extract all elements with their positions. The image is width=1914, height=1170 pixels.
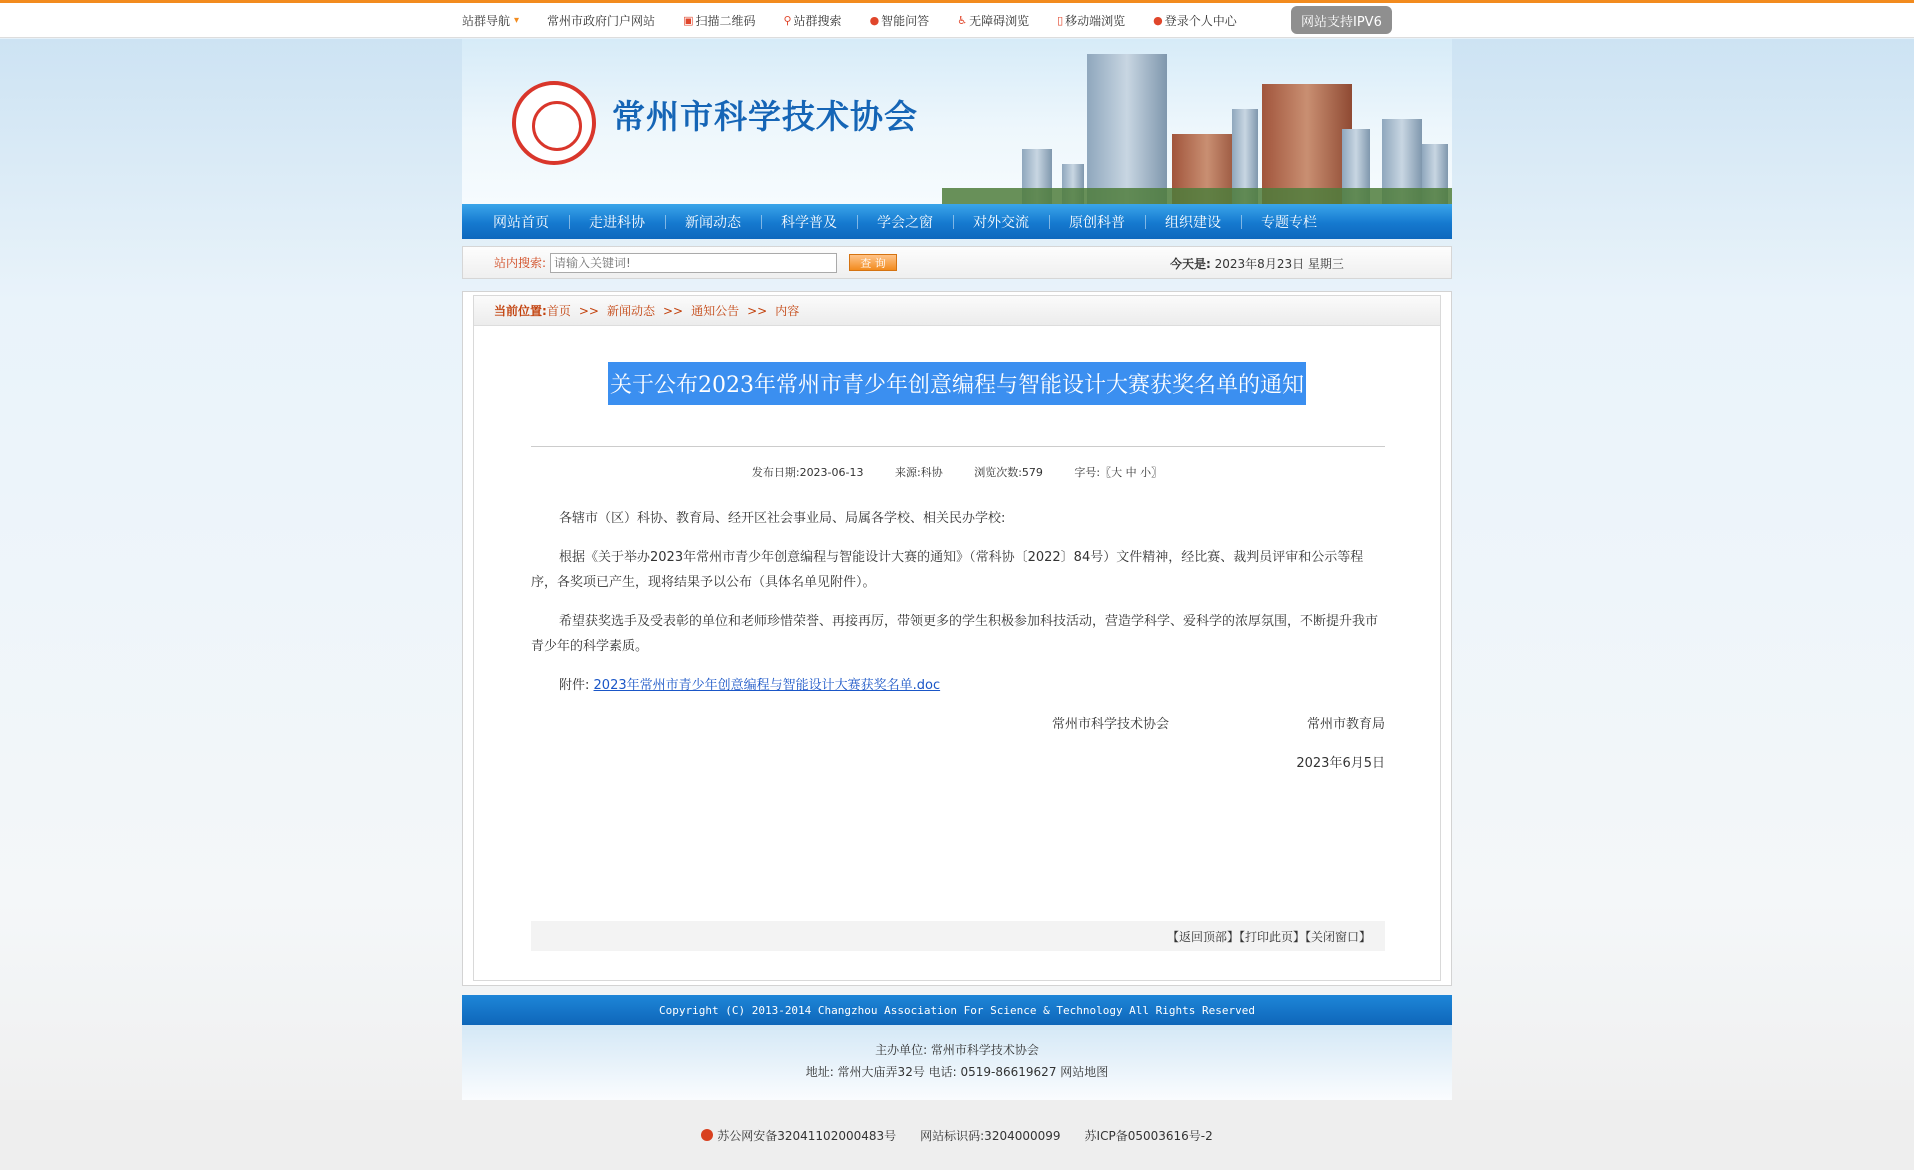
header-banner — [462, 39, 1452, 204]
search-bar — [462, 246, 1452, 279]
qr-code-label: 扫描二维码 — [695, 14, 756, 28]
page-action-links[interactable]: 【返回顶部】【打印此页】【关闭窗口】 — [1166, 929, 1371, 944]
nav-about[interactable]: 走进科协 — [569, 212, 665, 232]
police-badge-icon — [701, 1129, 713, 1141]
breadcrumb-current[interactable]: 内容 — [775, 304, 800, 318]
page-actions — [531, 921, 1385, 951]
today-label: 今天是: — [1170, 257, 1211, 271]
breadcrumb-separator: >> — [662, 303, 684, 318]
gov-portal-link[interactable]: 常州市政府门户网站 — [547, 14, 656, 28]
article-meta — [474, 464, 1440, 480]
ipv6-badge: 网站支持IPV6 — [1291, 6, 1392, 34]
icp-record[interactable]: 苏ICP备05003616号-2 — [1084, 1128, 1213, 1143]
accessibility-link[interactable] — [957, 12, 1029, 29]
address-text: 地址: 常州大庙弄32号 电话: 0519-86619627 — [805, 1065, 1057, 1079]
nav-science-popularization[interactable]: 科学普及 — [761, 212, 857, 232]
site-group-nav-label: 站群导航 — [462, 14, 511, 28]
police-record[interactable] — [701, 1127, 896, 1144]
accessibility-icon: ♿ — [957, 14, 968, 27]
search-icon: ⚲ — [783, 14, 792, 27]
signer-education-bureau: 常州市教育局 — [1306, 717, 1385, 732]
breadcrumb-notices[interactable]: 通知公告 — [691, 304, 740, 318]
group-search-link[interactable] — [783, 12, 841, 29]
article-title: 关于公布2023年常州市青少年创意编程与智能设计大赛获奖名单的通知 — [608, 362, 1306, 405]
nav-original-science[interactable]: 原创科普 — [1049, 212, 1145, 232]
font-size-switcher[interactable]: 字号:〖大 中 小〗 — [1074, 466, 1163, 479]
chat-icon: ● — [869, 14, 880, 27]
breadcrumb-home[interactable]: 首页 — [546, 304, 571, 318]
attachment-line — [531, 673, 1385, 698]
signers — [531, 712, 1385, 737]
article-paragraph: 希望获奖选手及受表彰的单位和老师珍惜荣誉、再接再厉，带领更多的学生积极参加科技活动，营造学科学、爱科学的浓厚氛围，不断提升我市青少年的科学素质。 — [531, 614, 1379, 654]
article-source: 来源:科协 — [895, 466, 943, 479]
copyright-bar: Copyright (C) 2013-2014 Changzhou Association For Science & Technology All Rights Reserved — [462, 995, 1452, 1025]
breadcrumb-label: 当前位置: — [494, 304, 547, 318]
publish-date: 发布日期:2023-06-13 — [751, 466, 864, 479]
breadcrumb-news[interactable]: 新闻动态 — [606, 304, 655, 318]
qr-code-link[interactable] — [683, 12, 755, 29]
breadcrumb-separator: >> — [747, 303, 768, 318]
site-group-nav-dropdown[interactable] — [462, 12, 519, 29]
nav-exchange[interactable]: 对外交流 — [953, 212, 1049, 232]
footer-info — [462, 1025, 1452, 1100]
sponsor-text: 主办单位: 常州市科学技术协会 — [875, 1043, 1039, 1057]
mobile-view-label: 移动端浏览 — [1065, 14, 1126, 28]
top-utility-bar — [0, 0, 1914, 38]
search-input[interactable] — [550, 253, 837, 273]
nav-societies[interactable]: 学会之窗 — [857, 212, 953, 232]
site-id: 网站标识码:3204000099 — [920, 1128, 1061, 1143]
article-paragraph: 各辖市（区）科协、教育局、经开区社会事业局、局属各学校、相关民办学校: — [559, 511, 1006, 526]
address-line — [462, 1061, 1452, 1083]
breadcrumb — [474, 296, 1440, 326]
main-nav — [462, 204, 1452, 239]
article-paragraph: 根据《关于举办2023年常州市青少年创意编程与智能设计大赛的通知》（常科协〔2022〕84号）文件精神，经比赛、裁判员评审和公示等程序，各奖项已产生，现将结果予以公布（具体名单见附件）。 — [531, 550, 1364, 590]
signer-cast: 常州市科学技术协会 — [1051, 717, 1169, 732]
user-icon: ● — [1153, 14, 1163, 27]
content-panel — [462, 291, 1452, 986]
article-body — [531, 506, 1385, 776]
mobile-phone-icon: ▯ — [1057, 14, 1064, 27]
search-label: 站内搜索: — [494, 256, 547, 270]
group-search-label: 站群搜索 — [793, 14, 842, 28]
nav-home[interactable]: 网站首页 — [493, 214, 549, 231]
sign-date: 2023年6月5日 — [1296, 756, 1385, 771]
nav-special-topics[interactable]: 专题专栏 — [1241, 212, 1337, 232]
record-bar — [0, 1100, 1914, 1170]
view-count: 浏览次数:579 — [974, 466, 1043, 479]
cast-logo-icon — [512, 81, 596, 165]
today-value: 2023年8月23日 星期三 — [1214, 257, 1344, 271]
site-name: 常州市科学技术协会 — [612, 97, 918, 136]
nav-news[interactable]: 新闻动态 — [665, 212, 761, 232]
accessibility-label: 无障碍浏览 — [969, 14, 1030, 28]
search-button[interactable]: 查 询 — [849, 254, 897, 271]
breadcrumb-separator: >> — [578, 303, 599, 318]
mobile-view-link[interactable] — [1057, 12, 1125, 29]
personal-center-link[interactable] — [1153, 12, 1237, 29]
chevron-down-icon: ▾ — [514, 15, 520, 26]
attachment-link[interactable]: 2023年常州市青少年创意编程与智能设计大赛获奖名单.doc — [593, 678, 941, 693]
police-record-text: 苏公网安备32041102000483号 — [717, 1128, 897, 1143]
qr-code-icon: ▣ — [683, 14, 694, 27]
nav-organization[interactable]: 组织建设 — [1145, 212, 1241, 232]
personal-center-label: 登录个人中心 — [1164, 14, 1237, 28]
title-divider — [531, 446, 1385, 447]
attachment-label: 附件: — [559, 678, 590, 693]
sitemap-link[interactable]: 网站地图 — [1060, 1065, 1109, 1079]
smart-qa-link[interactable] — [870, 12, 930, 29]
today-date — [1170, 255, 1344, 272]
smart-qa-label: 智能问答 — [881, 14, 930, 28]
